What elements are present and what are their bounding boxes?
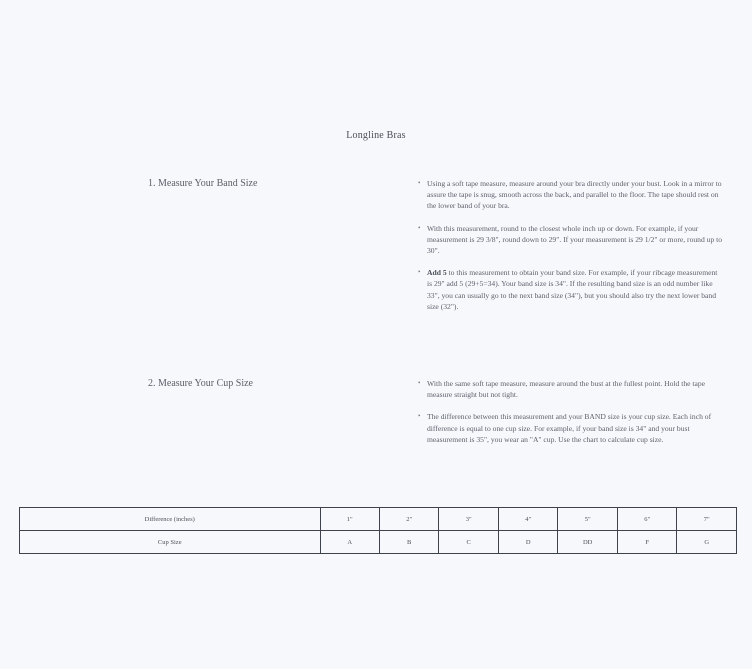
table-cell: 6" <box>617 508 676 531</box>
cup-step-difference-text: The difference between this measurement and your BAND size is your cup size. Each inch of difference is equal to one cup size. For example, if your band size is 34" and your bust measurement is 35", you wear an "A" cup. Use the chart to calculate cup size. <box>427 412 712 444</box>
band-step-add <box>418 267 723 312</box>
band-step-round-text: With this measurement, round to the closest whole inch up or down. For example, if your measurement is 29 3/8", round down to 29". If your measurement is 29 1/2" or more, round up to 30". <box>427 223 723 256</box>
band-step-add-text: to this measurement to obtain your band size. For example, if your ribcage measurement is 29" add 5 (29+5=34). Your band size is 34". If the resulting band size is an odd number like 33", you can usually go to the next band size (34"), but you should also try the next lower band size (32"). <box>427 268 718 311</box>
band-size-heading: 1. Measure Your Band Size <box>148 178 258 189</box>
bullet-icon: • <box>418 379 421 387</box>
table-cell: 7" <box>677 508 737 531</box>
table-cell: 2" <box>379 508 438 531</box>
table-cell: DD <box>558 531 617 554</box>
table-row-difference <box>20 508 737 531</box>
cup-step-measure <box>418 378 723 400</box>
table-cell: B <box>379 531 438 554</box>
table-cell: 3" <box>439 508 498 531</box>
band-step-add-emphasis: Add 5 <box>427 268 447 278</box>
table-cell: 5" <box>558 508 617 531</box>
band-size-instructions <box>418 178 723 323</box>
bullet-icon: • <box>418 179 421 187</box>
band-step-measure-text: Using a soft tape measure, measure around your bra directly under your bust. Look in a mirror to assure the tape is snug, smooth across the back, and parallel to the floor. The tape should rest on the lower band of your bra. <box>427 179 722 211</box>
table-cell: G <box>677 531 737 554</box>
cup-step-difference <box>418 411 723 445</box>
table-cell: F <box>617 531 676 554</box>
bullet-icon: • <box>418 412 421 421</box>
cup-step-measure-text: With the same soft tape measure, measure around the bust at the fullest point. Hold the tape measure straight but not tight. <box>427 379 706 400</box>
row-label-difference: Difference (inches) <box>20 508 321 531</box>
table-cell: A <box>320 531 379 554</box>
table-cell: C <box>439 531 498 554</box>
cup-size-instructions <box>418 378 723 456</box>
page-title: Longline Bras <box>346 130 406 141</box>
cup-size-heading: 2. Measure Your Cup Size <box>148 378 253 389</box>
bullet-icon: • <box>418 268 421 277</box>
table-row-cup-size <box>20 531 737 554</box>
table-cell: 4" <box>498 508 557 531</box>
cup-size-chart <box>19 507 737 554</box>
band-step-round <box>418 223 723 257</box>
table-cell: 1" <box>320 508 379 531</box>
row-label-cup-size: Cup Size <box>20 531 321 554</box>
table-cell: D <box>498 531 557 554</box>
band-step-measure <box>418 178 723 212</box>
bullet-icon: • <box>418 223 421 232</box>
